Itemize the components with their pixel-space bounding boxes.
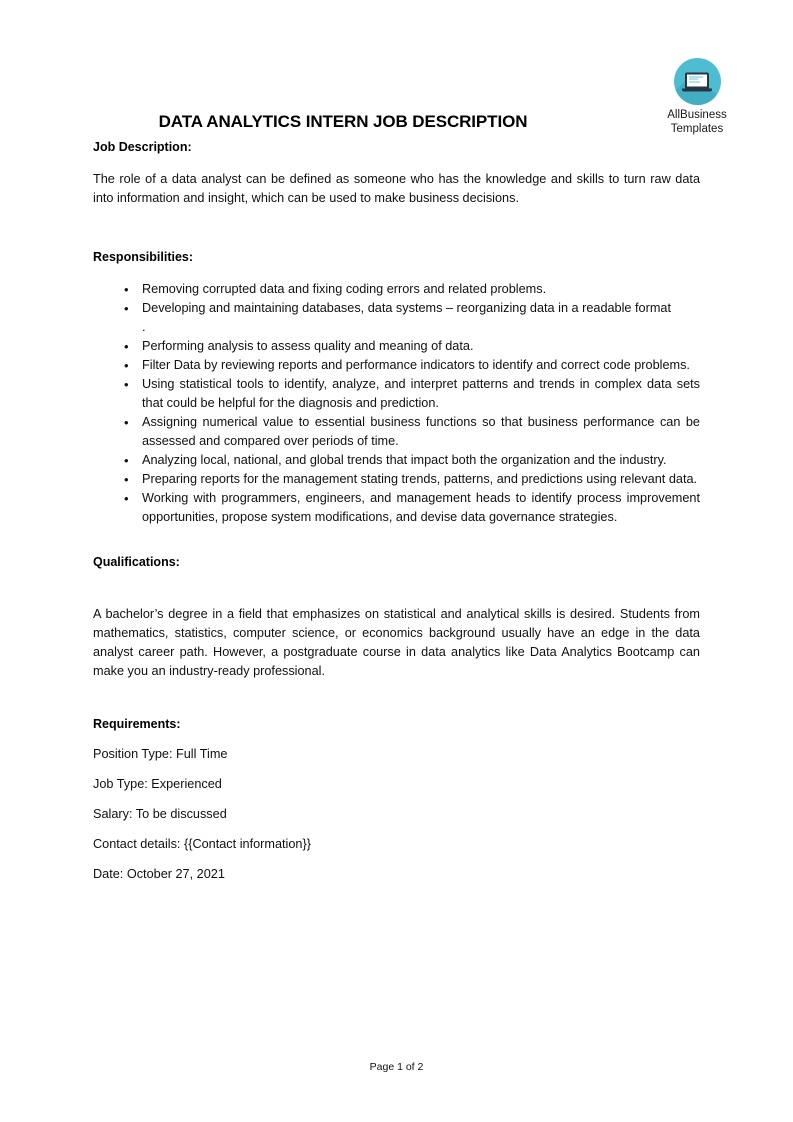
list-item-continuation: .	[142, 320, 146, 334]
qualifications-text: A bachelor’s degree in a field that emphasizes on statistical and analytical skills is desired. Students from mathematics, statistics, computer science, or economics background usually have an edge in the data analyst career path. However, a postgraduate course in data analytics like Data Analytics Bootcamp can make you an industry-ready professional.	[93, 607, 700, 678]
document-body	[93, 138, 700, 895]
list-item: • Working with programmers, engineers, and management heads to identify process improvement opportunities, propose system modifications, and devise data governance strategies.	[93, 489, 700, 527]
job-description-heading: Job Description:	[93, 140, 192, 154]
list-item: • Filter Data by reviewing reports and performance indicators to identify and correct code problems.	[93, 356, 700, 375]
laptop-icon	[674, 58, 721, 105]
responsibilities-list	[93, 280, 700, 527]
job-description-text: The role of a data analyst can be defined as someone who has the knowledge and skills to turn raw data into information and insight, which can be used to make business decisions.	[93, 172, 700, 205]
brand-name-line2: Templates	[670, 122, 724, 135]
page-title: DATA ANALYTICS INTERN JOB DESCRIPTION	[158, 112, 528, 131]
list-item: • Using statistical tools to identify, analyze, and interpret patterns and trends in complex data sets that could be helpful for the diagnosis and prediction.	[93, 375, 700, 413]
laptop-lid	[685, 72, 709, 88]
responsibilities-heading: Responsibilities:	[93, 250, 194, 264]
requirement-position-type: Position Type: Full Time	[93, 747, 228, 761]
list-item: • Developing and maintaining databases, data systems – reorganizing data in a readable format	[93, 299, 700, 318]
requirement-salary: Salary: To be discussed	[93, 807, 227, 821]
list-item: • Performing analysis to assess quality and meaning of data.	[93, 337, 700, 356]
requirement-date: Date: October 27, 2021	[93, 867, 225, 881]
screen-line	[689, 81, 700, 82]
list-item: • Analyzing local, national, and global trends that impact both the organization and the industry.	[93, 451, 700, 470]
brand-name-line1: AllBusiness	[667, 109, 727, 121]
laptop-screen	[687, 74, 707, 86]
screen-line	[689, 79, 698, 80]
page-footer: Page 1 of 2	[369, 1061, 424, 1073]
laptop-base	[682, 88, 712, 91]
brand-name	[648, 109, 746, 136]
list-item: • Removing corrupted data and fixing coding errors and related problems.	[93, 280, 700, 299]
requirement-job-type: Job Type: Experienced	[93, 777, 222, 791]
laptop-glyph	[682, 72, 712, 91]
list-item: • Preparing reports for the management stating trends, patterns, and predictions using relevant data.	[93, 470, 700, 489]
qualifications-heading: Qualifications:	[93, 555, 180, 569]
list-item: • Assigning numerical value to essential business functions so that business performance can be assessed and compared over periods of time.	[93, 413, 700, 451]
requirement-contact: Contact details: {{Contact information}}	[93, 837, 311, 851]
requirements-heading: Requirements:	[93, 717, 181, 731]
screen-line	[689, 76, 703, 77]
brand-logo	[648, 58, 746, 136]
